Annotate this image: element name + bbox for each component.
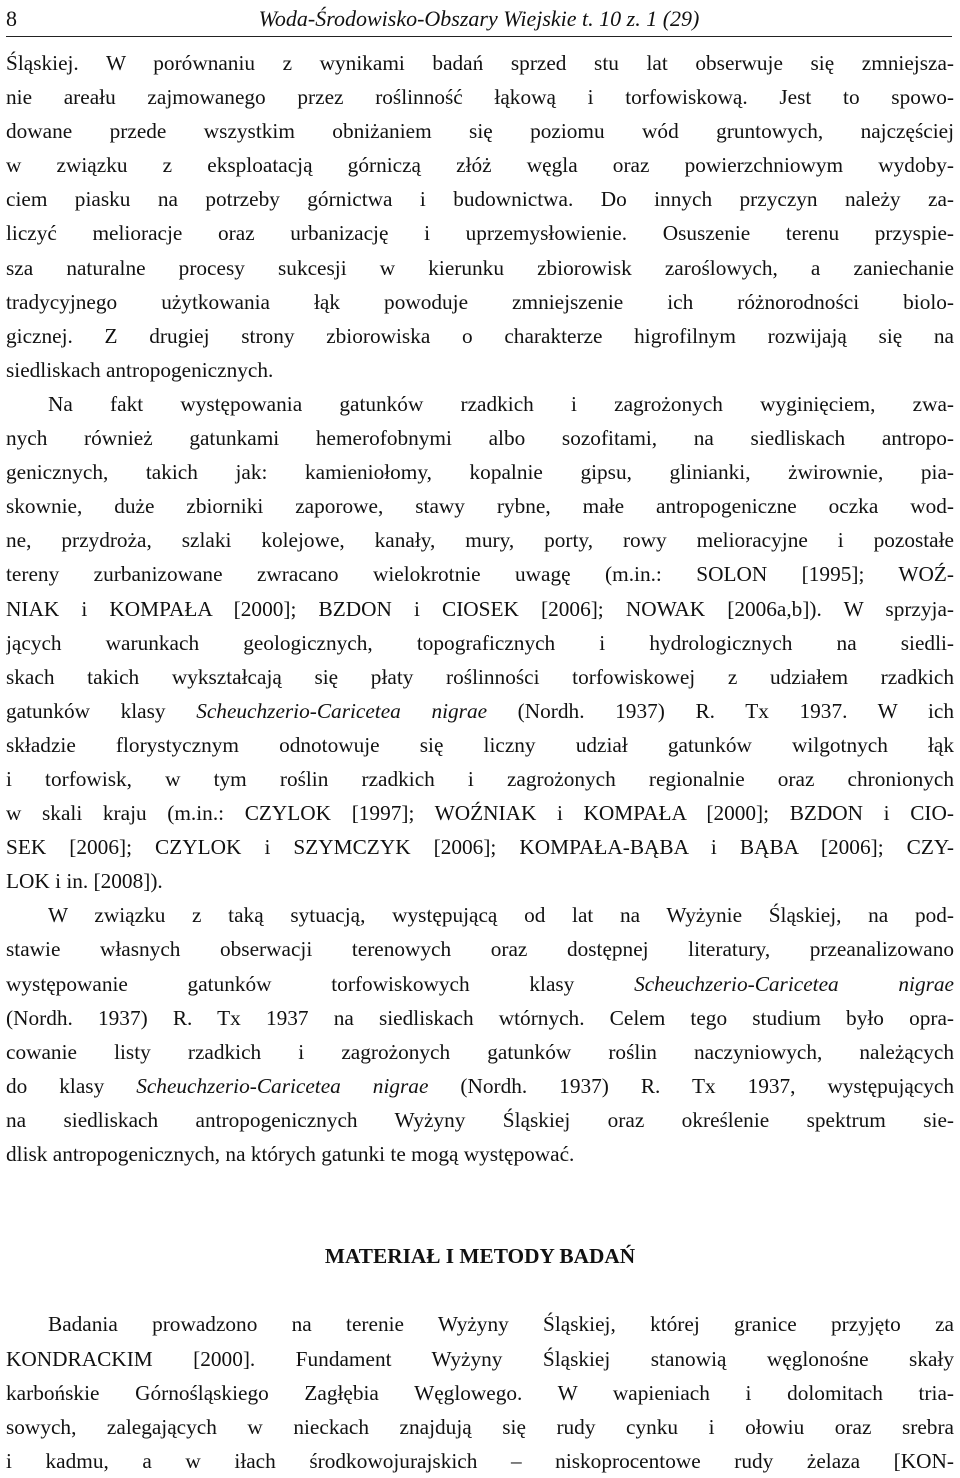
- text-line: sowych, zalegających w nieckach znajdują się rudy cynku i ołowiu oraz srebra: [6, 1414, 954, 1439]
- text-line: (Nordh. 1937) R. Tx 1937 na siedliskach wtórnych. Celem tego studium było opra-: [6, 1005, 954, 1030]
- text-line: składzie florystycznym odnotowuje się liczny udział gatunków wilgotnych łąk: [6, 732, 954, 757]
- text-line: nych również gatunkami hemerofobnymi albo sozofitami, na siedliskach antropo-: [6, 426, 954, 451]
- section-heading: MATERIAŁ I METODY BADAŃ: [324, 1244, 636, 1269]
- text-line: Badania prowadzono na terenie Wyżyny Śląskiej, której granice przyjęto za: [48, 1312, 954, 1337]
- text-line: NIAK i KOMPAŁA [2000]; BZDON i CIOSEK [2006]; NOWAK [2006a,b]). W sprzyja-: [6, 596, 954, 621]
- text-line: liczyć melioracje oraz urbanizację i uprzemysłowienie. Osuszenie terenu przyspie-: [6, 221, 954, 246]
- text-line: w związku z eksploatacją górniczą złóż węgla oraz powierzchniowym wydoby-: [6, 153, 954, 178]
- text-line: jących warunkach geologicznych, topograficznych i hydrologicznych na siedli-: [6, 630, 954, 655]
- spacer: [6, 1273, 954, 1307]
- text-line: W związku z taką sytuacją, występującą od lat na Wyżynie Śląskiej, na pod-: [48, 903, 954, 928]
- text-line: do klasy Scheuchzerio-Caricetea nigrae (Nordh. 1937) R. Tx 1937, występujących: [6, 1073, 954, 1098]
- text-line: LOK i in. [2008]).: [6, 869, 163, 894]
- journal-title: Woda-Środowisko-Obszary Wiejskie t. 10 z. 1 (29): [258, 6, 700, 31]
- page-number: 8: [6, 6, 17, 31]
- text-line: dlisk antropogenicznych, na których gatunki te mogą występować.: [6, 1142, 575, 1166]
- text-line: nie areału zajmowanego przez roślinność łąkową i torfowiskową. Jest to spowo-: [6, 85, 954, 110]
- spacer: [6, 1205, 954, 1239]
- taxon-name: Scheuchzerio-Caricetea nigrae: [196, 698, 488, 723]
- taxon-name: Scheuchzerio-Caricetea nigrae: [634, 971, 954, 996]
- text-line: gatunków klasy Scheuchzerio-Caricetea nigrae (Nordh. 1937) R. Tx 1937. W ich: [6, 698, 954, 723]
- text-line: karbońskie Górnośląskiego Zagłębia Węglowego. W wapieniach i dolomitach tria-: [6, 1380, 954, 1405]
- text-line: skownie, duże zbiorniki zaporowe, stawy rybne, małe antropogeniczne oczka wod-: [6, 494, 954, 519]
- text-line: siedliskach antropogenicznych.: [6, 357, 274, 382]
- text-line: Śląskiej. W porównaniu z wynikami badań sprzed stu lat obserwuje się zmniejsza-: [6, 51, 954, 75]
- text-line: tereny zurbanizowane zwracano wielokrotnie uwagę (m.in.: SOLON [1995]; WOŹ-: [6, 562, 954, 587]
- taxon-name: Scheuchzerio-Caricetea nigrae: [136, 1073, 429, 1098]
- running-header: [6, 2, 952, 37]
- text-line: występowanie gatunków torfowiskowych klasy Scheuchzerio-Caricetea nigrae: [6, 971, 954, 996]
- text-line: tradycyjnego użytkowania łąk powoduje zmniejszenie ich różnorodności biolo-: [6, 289, 954, 314]
- text-line: KONDRACKIM [2000]. Fundament Wyżyny Śląskiej stanowią węglonośne skały: [6, 1346, 954, 1371]
- article-body: [6, 46, 954, 1478]
- text-line: gicznej. Z drugiej strony zbiorowiska o charakterze higrofilnym rozwijają się na: [6, 323, 954, 348]
- text-line: genicznych, takich jak: kamieniołomy, kopalnie gipsu, glinianki, żwirownie, pia-: [6, 460, 954, 485]
- text-line: w skali kraju (m.in.: CZYLOK [1997]; WOŹNIAK i KOMPAŁA [2000]; BZDON i CIO-: [6, 801, 954, 826]
- text-line: i kadmu, a w iłach środkowojurajskich – niskoprocentowe rudy żelaza [KON-: [6, 1448, 954, 1473]
- text-line: skach takich wykształcają się płaty roślinności torfowiskowej z udziałem rzadkich: [6, 664, 954, 689]
- text-line: ciem piasku na potrzeby górnictwa i budownictwa. Do innych przyczyn należy za-: [6, 187, 954, 212]
- spacer: [6, 1171, 954, 1205]
- text-line: cowanie listy rzadkich i zagrożonych gatunków roślin naczyniowych, należących: [6, 1039, 954, 1064]
- text-line: Na fakt występowania gatunków rzadkich i zagrożonych wyginięciem, zwa-: [48, 391, 954, 416]
- text-line: dowane przede wszystkim obniżaniem się poziomu wód gruntowych, najczęściej: [6, 119, 954, 144]
- text-line: SEK [2006]; CZYLOK i SZYMCZYK [2006]; KOMPAŁA-BĄBA i BĄBA [2006]; CZY-: [6, 835, 954, 860]
- text-line: sza naturalne procesy sukcesji w kierunku zbiorowisk zaroślowych, a zaniechanie: [6, 255, 954, 280]
- text-line: stawie własnych obserwacji terenowych oraz dostępnej literatury, przeanalizowano: [6, 937, 954, 962]
- text-line: na siedliskach antropogenicznych Wyżyny Śląskiej oraz określenie spektrum sie-: [6, 1107, 954, 1132]
- text-line: ne, przydroża, szlaki kolejowe, kanały, mury, porty, rowy melioracyjne i pozostałe: [6, 528, 954, 553]
- text-line: i torfowisk, w tym roślin rzadkich i zagrożonych regionalnie oraz chronionych: [6, 766, 954, 791]
